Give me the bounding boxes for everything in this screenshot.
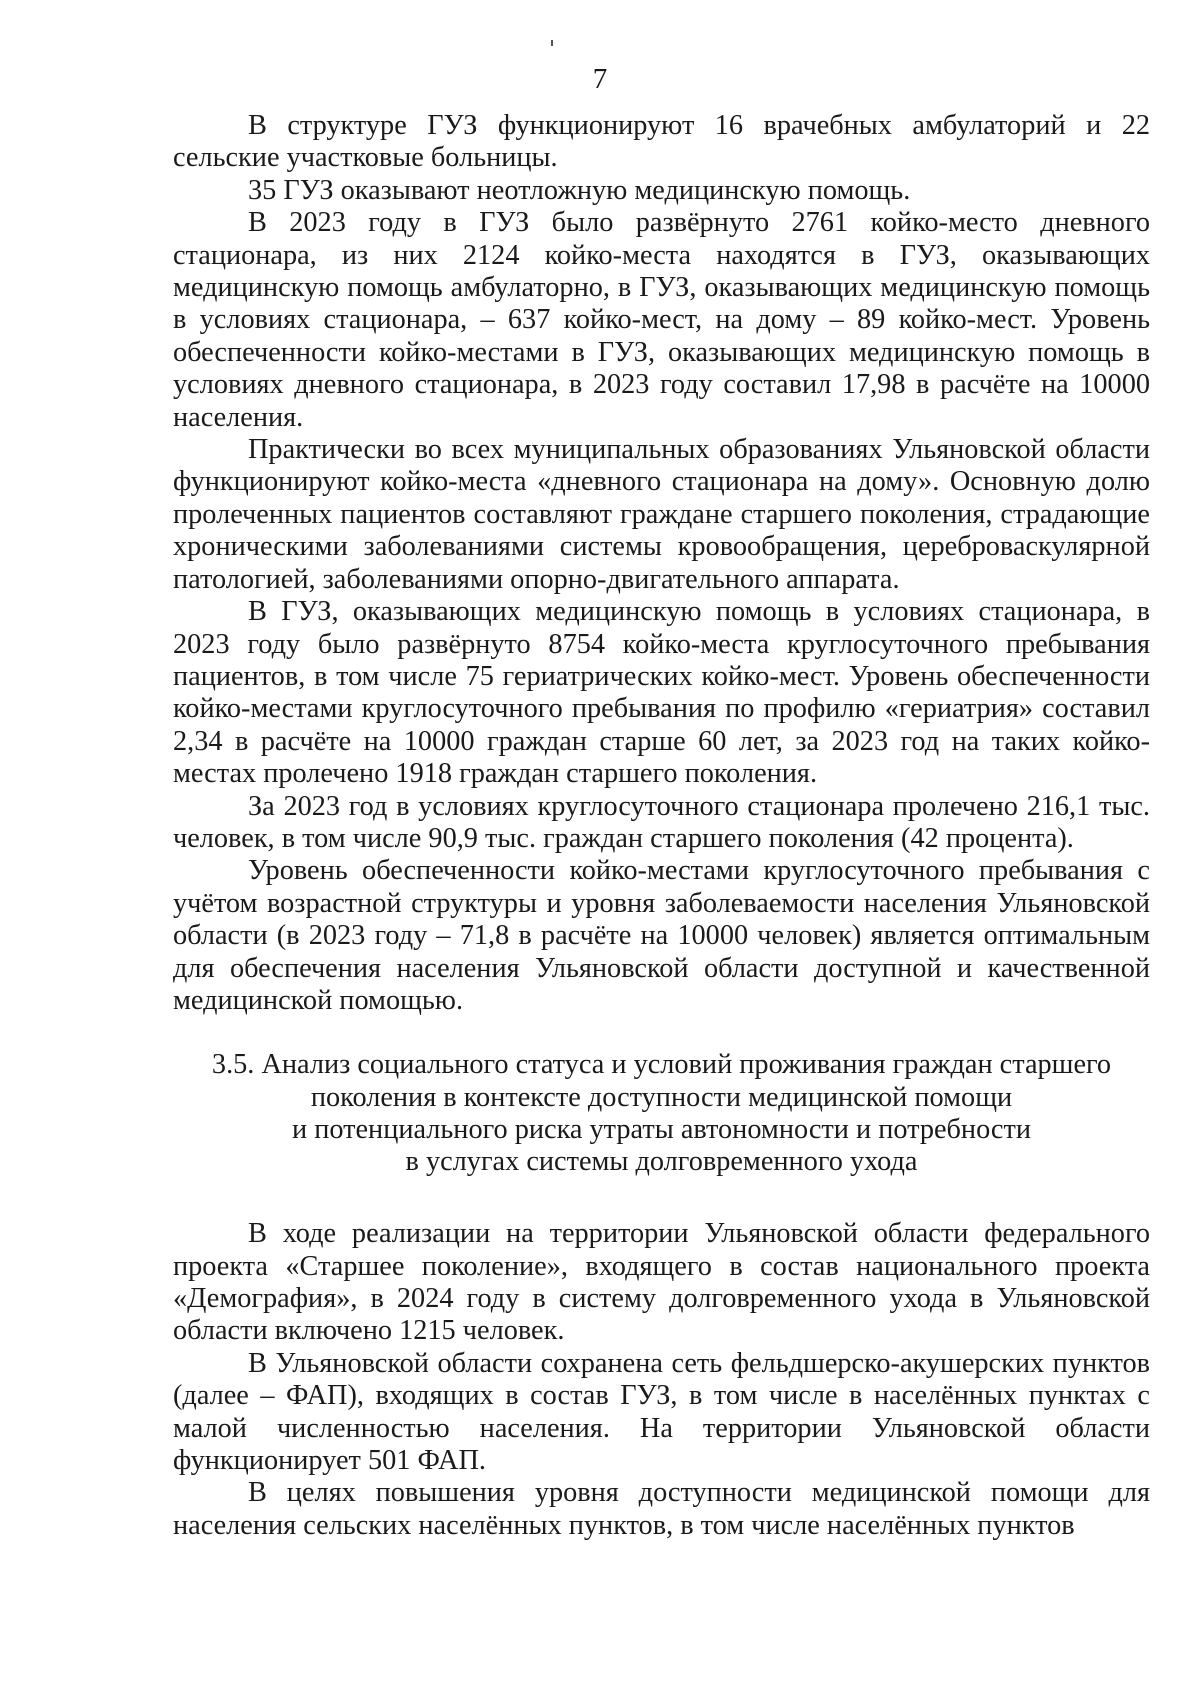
section-heading-line: поколения в контексте доступности медицинской помощи xyxy=(310,1081,1013,1113)
paragraph: Уровень обеспеченности койко-местами круглосуточного пребывания с учётом возрастной структуры и уровня заболеваемости населения Ульяновской области (в 2023 году – 71,8 в расчёте на 10000 человек) является оптимальным для обеспечения населения Ульяновской области доступной и качественной медицинской помощью. xyxy=(173,855,1150,1016)
section-heading-line: и потенциального риска утраты автономности и потребности xyxy=(291,1113,1031,1145)
section-heading-line: 3.5. Анализ социального статуса и условий проживания граждан старшего xyxy=(211,1049,1112,1081)
paragraph: В целях повышения уровня доступности медицинской помощи для населения сельских населённых пунктов, в том числе населённых пунктов xyxy=(173,1477,1150,1541)
section-heading-line: в услугах системы долговременного ухода xyxy=(405,1145,918,1177)
paragraph: Практически во всех муниципальных образованиях Ульяновской области функционируют койко-места «дневного стационара на дому». Основную долю пролеченных пациентов составляют граждане старшего поколения, страдающие хроническими заболеваниями системы кровообращения, цереброваскулярной патологией, заболеваниями опорно-двигательного аппарата. xyxy=(173,434,1150,595)
page-body xyxy=(173,110,1150,1542)
paragraph: В Ульяновской области сохранена сеть фельдшерско-акушерских пунктов (далее – ФАП), входящих в состав ГУЗ, в том числе в населённых пунктах с малой численностью населения. На территории Ульяновской области функционирует 501 ФАП. xyxy=(173,1347,1150,1477)
paragraph: В ходе реализации на территории Ульяновской области федерального проекта «Старшее поколение», входящего в состав национального проекта «Демография», в 2024 году в систему долговременного ухода в Ульяновской области включено 1215 человек. xyxy=(173,1218,1150,1347)
page-number: 7 xyxy=(592,63,608,95)
paragraph: За 2023 год в условиях круглосуточного стационара пролечено 216,1 тыс. человек, в том числе 90,9 тыс. граждан старшего поколения (42 процента). xyxy=(173,790,1150,854)
spacer xyxy=(173,1178,1150,1218)
paragraph: В ГУЗ, оказывающих медицинскую помощь в условиях стационара, в 2023 году было развёрнуто 8754 койко-места круглосуточного пребывания пациентов, в том числе 75 гериатрических койко-мест. Уровень обеспеченности койко-местами круглосуточного пребывания по профилю «гериатрия» составил 2,34 в расчёте на 10000 граждан старше 60 лет, за 2023 год на таких койко-местах пролечено 1918 граждан старшего поколения. xyxy=(173,596,1150,790)
paragraph: В структуре ГУЗ функционируют 16 врачебных амбулаторий и 22 сельские участковые больницы. xyxy=(173,110,1150,174)
paragraph: 35 ГУЗ оказывают неотложную медицинскую помощь. xyxy=(248,174,911,206)
paragraph: В 2023 году в ГУЗ было развёрнуто 2761 койко-место дневного стационара, из них 2124 койко-места находятся в ГУЗ, оказывающих медицинскую помощь амбулаторно, в ГУЗ, оказывающих медицинскую помощь в условиях стационара, – 637 койко-мест, на дому – 89 койко-мест. Уровень обеспеченности койко-местами в ГУЗ, оказывающих медицинскую помощь в условиях дневного стационара, в 2023 году составил 17,98 в расчёте на 10000 населения. xyxy=(173,207,1150,433)
section-heading xyxy=(173,1049,1150,1178)
scan-mark xyxy=(551,40,553,46)
